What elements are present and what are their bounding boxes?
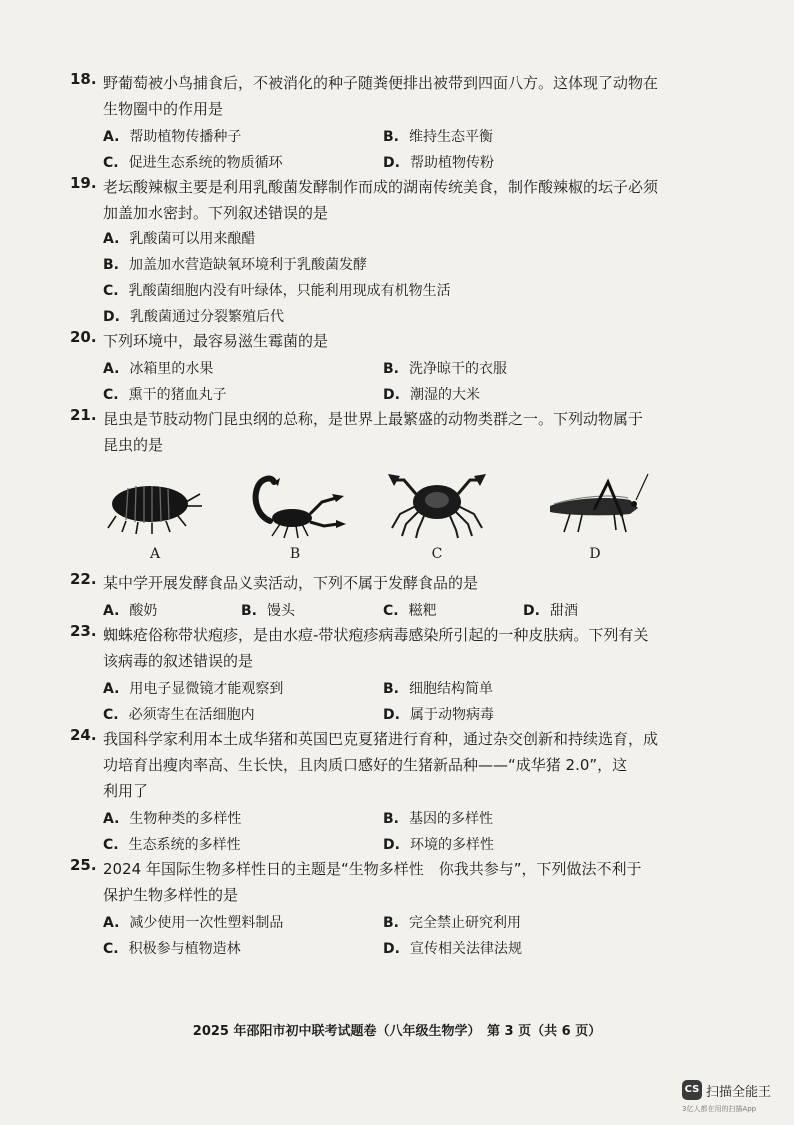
question-number: 18. xyxy=(70,70,97,88)
option-letter: D. xyxy=(383,707,400,723)
option-letter: C. xyxy=(103,387,119,403)
option-b xyxy=(383,808,493,828)
question-number: 25. xyxy=(70,856,97,874)
question-stem xyxy=(103,622,680,674)
option-letter: B. xyxy=(383,681,399,697)
option-text: 完全禁止研究利用 xyxy=(409,915,521,931)
option-letter: B. xyxy=(383,361,399,377)
option-a xyxy=(103,912,283,932)
question-number: 20. xyxy=(70,328,97,346)
option-text: 潮湿的大米 xyxy=(409,387,480,403)
option-letter: D. xyxy=(383,387,400,403)
question-stem xyxy=(103,174,680,226)
option-text: 帮助植物传粉 xyxy=(409,155,494,171)
figure-label: C xyxy=(431,546,443,562)
question-stem xyxy=(103,726,680,804)
option-text: 积极参与植物造林 xyxy=(128,941,241,957)
option-text: 宣传相关法律法规 xyxy=(409,941,522,957)
stem-line: 利用了 xyxy=(103,782,149,800)
watermark-subtitle: 3亿人都在用的扫描App xyxy=(682,1105,757,1113)
crab-icon xyxy=(382,466,492,541)
option-letter: B. xyxy=(241,603,257,619)
option-text: 必须寄生在活细胞内 xyxy=(128,707,255,723)
option-text: 乳酸菌可以用来酿醋 xyxy=(129,231,256,247)
option-b xyxy=(383,912,521,932)
figure-label: A xyxy=(149,546,161,562)
figure-a xyxy=(100,466,210,566)
question-21 xyxy=(70,406,680,458)
option-a xyxy=(103,600,157,620)
option-text: 乳酸菌通过分裂繁殖后代 xyxy=(129,309,284,325)
option-text: 馒头 xyxy=(267,603,295,619)
option-text: 细胞结构简单 xyxy=(409,681,493,697)
option-text: 属于动物病毒 xyxy=(409,707,494,723)
stem-line: 老坛酸辣椒主要是利用乳酸菌发酵制作而成的湖南传统美食，制作酸辣椒的坛子必须 xyxy=(103,178,659,196)
question-stem xyxy=(103,406,680,458)
option-letter: A. xyxy=(103,231,120,247)
figure-label: D xyxy=(589,546,601,562)
option-c xyxy=(103,278,680,304)
option-d xyxy=(103,304,680,330)
question-stem xyxy=(103,328,680,354)
pill-bug-icon xyxy=(100,466,210,541)
question-stem xyxy=(103,570,680,596)
option-c xyxy=(103,152,283,172)
stem-line: 昆虫是节肢动物门昆虫纲的总称，是世界上最繁盛的动物类群之一。下列动物属于 xyxy=(103,410,644,428)
scanner-watermark xyxy=(682,1080,792,1120)
option-d xyxy=(383,152,494,172)
question-23 xyxy=(70,622,680,726)
question-19 xyxy=(70,174,680,330)
scorpion-icon xyxy=(240,466,350,541)
option-letter: C. xyxy=(103,155,119,171)
stem-line: 2024 年国际生物多样性日的主题是“生物多样性 你我共参与”，下列做法不利于 xyxy=(103,860,642,878)
question-number: 22. xyxy=(70,570,97,588)
option-letter: B. xyxy=(103,257,119,273)
option-a xyxy=(103,808,241,828)
option-letter: A. xyxy=(103,129,120,145)
option-letter: D. xyxy=(383,941,400,957)
option-text: 熏干的猪血丸子 xyxy=(128,387,227,403)
option-d xyxy=(383,384,480,404)
option-text: 用电子显微镜才能观察到 xyxy=(129,681,284,697)
stem-line: 野葡萄被小鸟捕食后，不被消化的种子随粪便排出被带到四面八方。这体现了动物在 xyxy=(103,74,659,92)
stem-line: 某中学开展发酵食品义卖活动，下列不属于发酵食品的是 xyxy=(103,574,479,592)
option-letter: A. xyxy=(103,915,120,931)
option-letter: D. xyxy=(383,837,400,853)
option-letter: B. xyxy=(383,811,399,827)
camscanner-logo-icon: CS xyxy=(682,1080,702,1100)
options xyxy=(103,354,680,406)
option-c xyxy=(103,938,241,958)
option-text: 乳酸菌细胞内没有叶绿体，只能利用现成有机物生活 xyxy=(128,283,451,299)
options xyxy=(103,596,680,622)
option-text: 基因的多样性 xyxy=(409,811,493,827)
figure-c xyxy=(382,466,492,566)
option-d xyxy=(383,834,494,854)
option-text: 甜酒 xyxy=(549,603,578,619)
question-stem xyxy=(103,70,680,122)
option-text: 加盖加水营造缺氧环境利于乳酸菌发酵 xyxy=(129,257,367,273)
option-letter: A. xyxy=(103,361,120,377)
option-text: 洗净晾干的衣服 xyxy=(409,361,507,377)
stem-line: 昆虫的是 xyxy=(103,436,164,454)
option-text: 维持生态平衡 xyxy=(409,129,493,145)
option-b xyxy=(383,678,493,698)
stem-line: 功培育出瘦肉率高、生长快，且肉质口感好的生猪新品种——“成华猪 2.0”，这 xyxy=(103,756,628,774)
stem-line: 生物圈中的作用是 xyxy=(103,100,224,118)
insect-figures xyxy=(100,466,660,566)
option-letter: C. xyxy=(383,603,399,619)
options xyxy=(103,226,680,330)
question-24 xyxy=(70,726,680,856)
question-18 xyxy=(70,70,680,174)
option-letter: C. xyxy=(103,837,119,853)
option-text: 糍粑 xyxy=(408,603,437,619)
question-number: 21. xyxy=(70,406,97,424)
option-text: 酸奶 xyxy=(129,603,158,619)
option-c xyxy=(103,384,227,404)
option-text: 促进生态系统的物质循环 xyxy=(128,155,283,171)
question-22 xyxy=(70,570,680,622)
stem-line: 该病毒的叙述错误的是 xyxy=(103,652,254,670)
question-stem xyxy=(103,856,680,908)
watermark-name: 扫描全能王 xyxy=(706,1085,772,1100)
option-letter: B. xyxy=(383,915,399,931)
option-a xyxy=(103,678,283,698)
option-letter: D. xyxy=(523,603,540,619)
option-letter: C. xyxy=(103,941,119,957)
stem-line: 保护生物多样性的是 xyxy=(103,886,239,904)
stem-line: 蜘蛛疮俗称带状疱疹，是由水痘-带状疱疹病毒感染所引起的一种皮肤病。下列有关 xyxy=(103,626,649,644)
option-d xyxy=(383,704,494,724)
figure-label: B xyxy=(289,546,301,562)
option-text: 环境的多样性 xyxy=(409,837,494,853)
option-text: 生物种类的多样性 xyxy=(129,811,242,827)
option-letter: A. xyxy=(103,681,120,697)
option-a xyxy=(103,358,213,378)
question-number: 24. xyxy=(70,726,97,744)
option-a xyxy=(103,226,680,252)
option-b xyxy=(103,252,680,278)
figure-b xyxy=(240,466,350,566)
question-20 xyxy=(70,328,680,406)
options xyxy=(103,122,680,174)
option-d xyxy=(523,600,578,620)
option-letter: D. xyxy=(383,155,400,171)
option-a xyxy=(103,126,241,146)
option-c xyxy=(103,834,241,854)
option-c xyxy=(383,600,437,620)
figure-d xyxy=(530,466,660,566)
options xyxy=(103,804,680,856)
option-text: 帮助植物传播种子 xyxy=(129,129,242,145)
option-text: 冰箱里的水果 xyxy=(129,361,214,377)
option-letter: C. xyxy=(103,707,119,723)
question-number: 19. xyxy=(70,174,97,192)
page-footer: 2025 年邵阳市初中联考试题卷（八年级生物学） 第 3 页（共 6 页） xyxy=(192,1024,602,1039)
option-b xyxy=(383,358,507,378)
option-letter: A. xyxy=(103,603,120,619)
grasshopper-icon xyxy=(530,466,660,541)
stem-line: 加盖加水密封。下列叙述错误的是 xyxy=(103,204,329,222)
option-d xyxy=(383,938,522,958)
option-c xyxy=(103,704,255,724)
option-letter: B. xyxy=(383,129,399,145)
question-number: 23. xyxy=(70,622,97,640)
options xyxy=(103,908,680,960)
option-text: 生态系统的多样性 xyxy=(128,837,241,853)
stem-line: 下列环境中，最容易滋生霉菌的是 xyxy=(103,332,329,350)
stem-line: 我国科学家利用本土成华猪和英国巴克夏猪进行育种，通过杂交创新和持续选育，成 xyxy=(103,730,659,748)
option-letter: D. xyxy=(103,309,120,325)
options xyxy=(103,674,680,726)
option-letter: A. xyxy=(103,811,120,827)
question-25 xyxy=(70,856,680,960)
option-letter: C. xyxy=(103,283,119,299)
option-b xyxy=(383,126,493,146)
option-text: 减少使用一次性塑料制品 xyxy=(129,915,284,931)
option-b xyxy=(241,600,295,620)
